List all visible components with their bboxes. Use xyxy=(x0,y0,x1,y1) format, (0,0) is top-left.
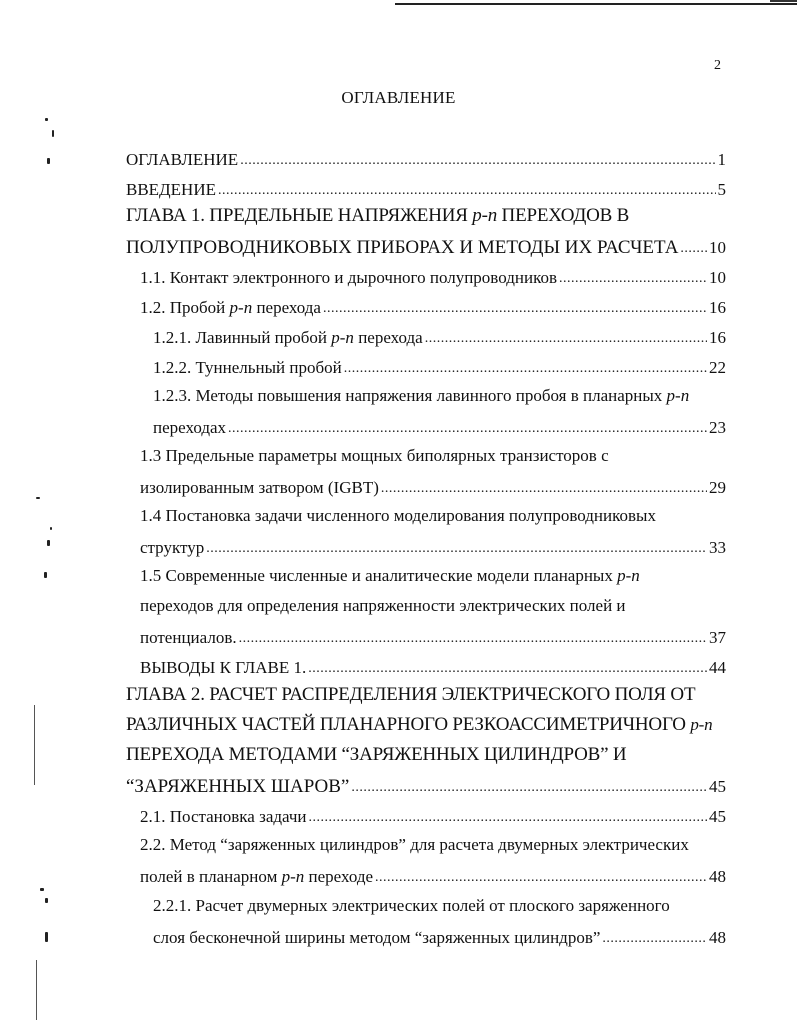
toc-leader-dots xyxy=(309,807,707,827)
toc-leader-dots xyxy=(218,180,716,200)
toc-text-part: перехода xyxy=(252,298,321,317)
scan-margin-line xyxy=(34,705,35,785)
scan-speck xyxy=(45,932,48,942)
toc-leader-dots xyxy=(381,478,707,498)
toc-leader-dots xyxy=(680,238,707,258)
toc-page-number: 10 xyxy=(709,268,726,287)
scan-speck xyxy=(47,158,50,164)
toc-entry-text: слоя бесконечной ширины методом “заряженных цилиндров” xyxy=(153,928,601,947)
toc-text-part: полей в планарном xyxy=(140,867,282,886)
toc-leader-dots xyxy=(239,628,707,648)
toc-entry-text: 1.1. Контакт электронного и дырочного полупроводников xyxy=(140,268,557,287)
toc-leader-dots xyxy=(425,328,707,348)
toc-entry-text: ВЫВОДЫ К ГЛАВЕ 1. xyxy=(140,658,307,677)
toc-leader-dots xyxy=(351,777,707,797)
toc-text-part: перехода xyxy=(353,328,423,347)
scan-speck xyxy=(36,497,40,499)
toc-entry-text xyxy=(140,867,373,887)
scan-speck xyxy=(44,572,47,578)
toc-entry[interactable] xyxy=(126,775,726,797)
toc-leader-dots xyxy=(344,358,707,378)
toc-page-number: 45 xyxy=(709,777,726,796)
toc-leader-dots xyxy=(308,658,707,678)
toc-entry-text xyxy=(140,298,321,318)
scan-speck xyxy=(50,527,52,530)
toc-page-number: 48 xyxy=(709,928,726,947)
toc-text-italic: p-n xyxy=(690,715,713,734)
toc-entry[interactable] xyxy=(126,236,726,258)
toc-leader-dots xyxy=(375,867,707,887)
toc-entry[interactable] xyxy=(126,148,726,170)
toc-leader-dots xyxy=(602,928,707,948)
toc-page-number: 33 xyxy=(709,538,726,557)
toc-entry[interactable] xyxy=(140,266,726,288)
toc-text-part: 1.5 Современные численные и аналитические модели планарных xyxy=(140,566,618,585)
toc-leader-dots xyxy=(240,150,715,170)
scan-speck xyxy=(52,130,54,137)
page-title: ОГЛАВЛЕНИЕ xyxy=(341,88,456,107)
toc-entry[interactable] xyxy=(140,296,726,318)
toc-entry-text[interactable] xyxy=(153,386,689,408)
toc-entry[interactable] xyxy=(153,416,726,438)
toc-entry-text[interactable]: 1.4 Постановка задачи численного моделирования полупроводниковых xyxy=(140,506,656,525)
scan-speck xyxy=(40,888,44,891)
toc-entry-text: ОГЛАВЛЕНИЕ xyxy=(126,150,239,169)
toc-leader-dots xyxy=(228,418,707,438)
toc-text-italic: p-n xyxy=(666,386,690,405)
toc-text-part: 1.2.1. Лавинный пробой xyxy=(153,328,332,347)
toc-entry[interactable] xyxy=(153,926,726,948)
scan-speck xyxy=(47,540,50,546)
toc-entry-text: “ЗАРЯЖЕННЫХ ШАРОВ” xyxy=(126,776,350,797)
toc-entry[interactable] xyxy=(140,626,726,648)
toc-text-part: переходе xyxy=(304,867,374,886)
toc-leader-dots xyxy=(323,298,707,318)
toc-page-number: 16 xyxy=(709,298,726,317)
scan-edge-line xyxy=(395,3,797,5)
toc-page-number: 16 xyxy=(709,328,726,347)
toc-page-number: 23 xyxy=(709,418,726,437)
scan-margin-line xyxy=(36,960,37,1020)
toc-entry-text[interactable] xyxy=(126,715,712,737)
toc-entry[interactable] xyxy=(140,865,726,887)
page-number: 2 xyxy=(714,58,721,73)
toc-entry-text: потенциалов. xyxy=(140,628,237,647)
toc-text-part: РАЗЛИЧНЫХ ЧАСТЕЙ ПЛАНАРНОГО РЕЗКОАССИМЕТРИЧНОГО xyxy=(126,714,691,735)
toc-entry-text: структур xyxy=(140,538,205,557)
toc-entry-text: 1.2.2. Туннельный пробой xyxy=(153,358,342,377)
toc-entry-text[interactable]: 1.3 Предельные параметры мощных биполярных транзисторов с xyxy=(140,446,609,465)
toc-text-italic: p-n xyxy=(281,867,305,886)
scan-speck xyxy=(45,118,48,121)
toc-page-number: 48 xyxy=(709,867,726,886)
toc-text-italic: p-n xyxy=(331,328,354,347)
toc-page-number: 1 xyxy=(717,150,726,169)
toc-entry-text[interactable] xyxy=(140,566,640,588)
toc-text-italic: p-n xyxy=(617,566,640,585)
toc-page-number: 44 xyxy=(709,658,726,677)
toc-entry-text: ВВЕДЕНИЕ xyxy=(126,180,216,199)
toc-entry-text: изолированным затвором (IGBT) xyxy=(140,478,379,497)
toc-entry[interactable] xyxy=(140,805,726,827)
toc-entry[interactable] xyxy=(140,536,726,558)
toc-entry-text[interactable]: ПЕРЕХОДА МЕТОДАМИ “ЗАРЯЖЕННЫХ ЦИЛИНДРОВ” И xyxy=(126,744,627,765)
scan-edge-line xyxy=(770,0,797,2)
toc-entry-text[interactable]: 2.2. Метод “заряженных цилиндров” для расчета двумерных электрических xyxy=(140,835,689,854)
toc-text-part: ГЛАВА 1. ПРЕДЕЛЬНЫЕ НАПРЯЖЕНИЯ xyxy=(126,205,473,226)
toc-page-number: 29 xyxy=(709,478,726,497)
toc-text-italic: p-n xyxy=(472,205,497,226)
toc-leader-dots xyxy=(206,538,707,558)
toc-entry[interactable] xyxy=(140,656,726,678)
toc-page-number: 22 xyxy=(709,358,726,377)
toc-text-part: 1.2. Пробой xyxy=(140,298,230,317)
toc-entry[interactable] xyxy=(126,178,726,200)
scan-speck xyxy=(45,898,48,903)
toc-entry-text[interactable] xyxy=(126,206,629,228)
toc-entry[interactable] xyxy=(153,326,726,348)
toc-page-number: 10 xyxy=(709,238,726,257)
toc-entry-text xyxy=(153,328,423,348)
toc-text-part: 1.2.3. Методы повышения напряжения лавинного пробоя в планарных xyxy=(153,386,667,405)
toc-entry-text: ПОЛУПРОВОДНИКОВЫХ ПРИБОРАХ И МЕТОДЫ ИХ РАСЧЕТА xyxy=(126,237,679,258)
toc-entry[interactable] xyxy=(153,356,726,378)
toc-entry-text[interactable]: 2.2.1. Расчет двумерных электрических полей от плоского заряженного xyxy=(153,896,670,915)
toc-entry-text[interactable]: переходов для определения напряженности электрических полей и xyxy=(140,596,626,615)
toc-entry-text: 2.1. Постановка задачи xyxy=(140,807,307,826)
toc-page-number: 37 xyxy=(709,628,726,647)
toc-entry-text: переходах xyxy=(153,418,227,437)
toc-page-number: 45 xyxy=(709,807,726,826)
toc-entry[interactable] xyxy=(140,476,726,498)
toc-text-part: ПЕРЕХОДОВ В xyxy=(497,205,630,226)
toc-page-number: 5 xyxy=(717,180,726,199)
toc-entry-text[interactable]: ГЛАВА 2. РАСЧЕТ РАСПРЕДЕЛЕНИЯ ЭЛЕКТРИЧЕСКОГО ПОЛЯ ОТ xyxy=(126,684,696,705)
toc-leader-dots xyxy=(559,268,707,288)
toc-text-italic: p-n xyxy=(229,298,253,317)
